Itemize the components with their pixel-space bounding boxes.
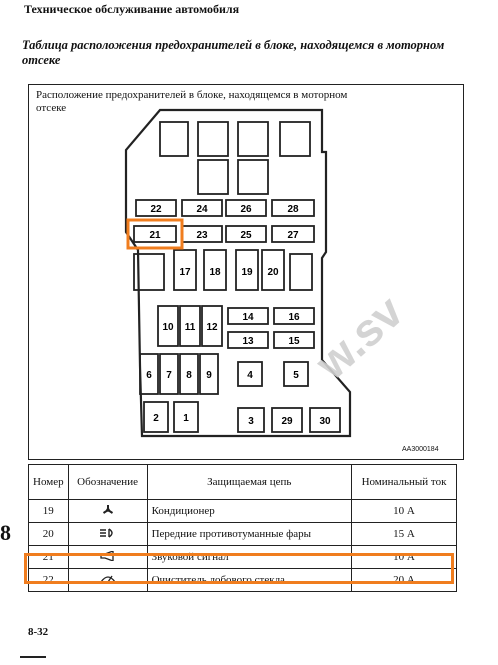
fuse-label: 26 <box>240 204 252 215</box>
fuse-label: 6 <box>146 370 152 381</box>
col-header-current: Номинальный ток <box>352 465 457 500</box>
fuse-label: 13 <box>242 336 254 347</box>
fuse-label: 24 <box>196 204 208 215</box>
circuit-name: Кондиционер <box>147 500 351 523</box>
relay <box>280 122 310 156</box>
table-row <box>29 500 457 523</box>
fuse-label: 19 <box>241 267 253 278</box>
relay <box>198 122 228 156</box>
fuse-label: 12 <box>206 322 218 333</box>
fuse-number: 21 <box>29 546 69 569</box>
fuse-number: 19 <box>29 500 69 523</box>
fuse-label: 29 <box>281 416 293 427</box>
relay <box>238 122 268 156</box>
fuse-number: 20 <box>29 523 69 546</box>
fuse-label: 3 <box>248 416 254 427</box>
fuse-label: 9 <box>206 370 212 381</box>
fuse-label: 30 <box>319 416 331 427</box>
rated-current: 20 А <box>352 569 457 592</box>
fuse-label: 27 <box>287 230 299 241</box>
fog-light-icon <box>99 527 117 539</box>
page-number: 8-32 <box>28 626 49 638</box>
relay <box>160 122 188 156</box>
rated-current: 10 А <box>352 500 457 523</box>
side-marker: 8 <box>0 520 11 545</box>
fan-icon <box>101 504 115 516</box>
fuse-number: 22 <box>29 569 69 592</box>
rated-current: 15 А <box>352 523 457 546</box>
circuit-name: Передние противотуманные фары <box>147 523 351 546</box>
fuse-label: 11 <box>184 322 196 333</box>
fuse-label: 18 <box>209 267 221 278</box>
footer-rule <box>20 656 46 658</box>
fuse-label: 4 <box>247 370 253 381</box>
fuse-label: 10 <box>162 322 174 333</box>
page-header: Техническое обслуживание автомобиля <box>24 2 240 16</box>
rated-current: 10 А <box>352 546 457 569</box>
fuse-label: 5 <box>293 370 299 381</box>
figure-code: AA3000184 <box>402 446 439 453</box>
figure-caption: Расположение предохранителей в блоке, находящемся в моторном отсеке <box>36 89 348 114</box>
table-header-row <box>29 465 457 500</box>
circuit-name: Очиститель лобового стекла <box>147 569 351 592</box>
fuse-label: 21 <box>149 230 161 241</box>
watermark: w.sv <box>305 284 413 390</box>
fuse-label: 20 <box>267 267 279 278</box>
fuse-label: 2 <box>153 413 159 424</box>
section-subtitle: Таблица расположения предохранителей в блоке, находящемся в моторном отсеке <box>22 38 445 67</box>
fuse-label: 28 <box>287 204 299 215</box>
col-header-number: Номер <box>29 465 69 500</box>
fuse-label: 17 <box>179 267 191 278</box>
fuse-label: 14 <box>242 312 254 323</box>
relay <box>290 254 312 290</box>
fuse-label: 15 <box>288 336 300 347</box>
fuse-label: 7 <box>166 370 172 381</box>
relay <box>238 160 268 194</box>
fuse-label: 1 <box>183 413 189 424</box>
fuse-label: 16 <box>288 312 300 323</box>
fuse-label: 23 <box>196 230 208 241</box>
fuse-label: 8 <box>186 370 192 381</box>
relay <box>198 160 228 194</box>
col-header-symbol: Обозначение <box>68 465 147 500</box>
circuit-name: Звуковой сигнал <box>147 546 351 569</box>
fuse-label: 22 <box>150 204 162 215</box>
fuse-label: 25 <box>240 230 252 241</box>
table-row <box>29 523 457 546</box>
col-header-circuit: Защищаемая цепь <box>147 465 351 500</box>
row-21-highlight <box>24 553 454 584</box>
